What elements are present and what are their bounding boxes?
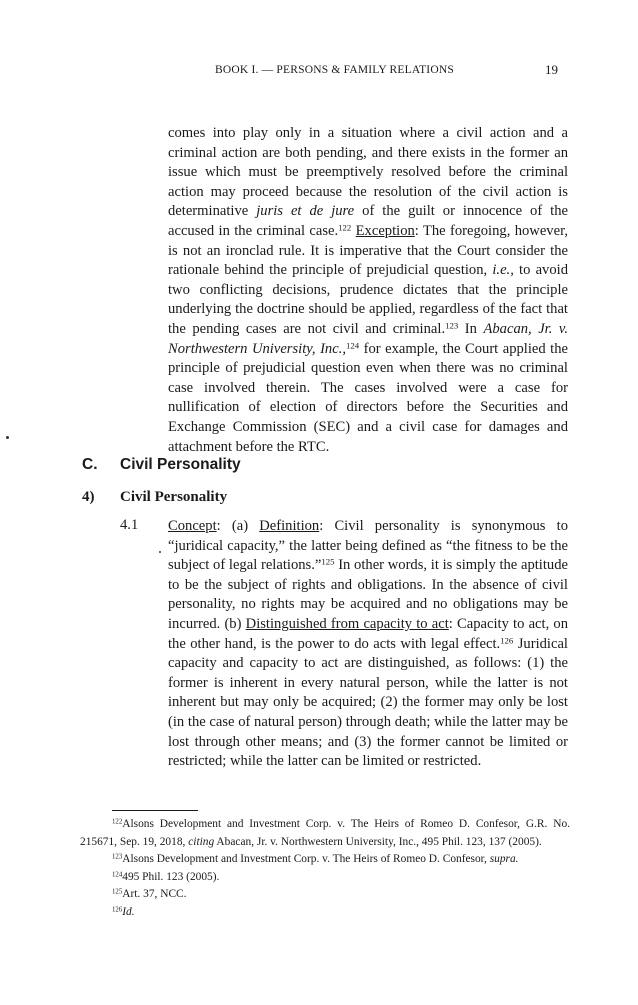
subsection-heading-4 [82, 489, 227, 506]
footnote-ref-124[interactable]: 124 [346, 340, 360, 351]
case-name: Abacan, Jr. v. Northwestern University, Inc., [168, 320, 568, 357]
scan-speck [159, 551, 161, 553]
footnote-ref-126[interactable]: 126 [500, 635, 514, 646]
section-heading-c [82, 456, 241, 474]
text: In [464, 320, 477, 337]
definition-label: Definition [259, 518, 320, 534]
text: for example, the Court applied the principle of prejudicial question even when there was no criminal case involved therein. The cases involved were a case for nullification of election of directors before the Securities and Exchange Commission (SEC) and a civil case for damages and attachment before the RTC. [168, 340, 568, 455]
page-number: 19 [545, 62, 558, 77]
footnotes [80, 816, 570, 922]
section-letter: C. [82, 456, 98, 473]
scan-speck [6, 436, 9, 439]
footnote-text: 495 Phil. 123 (2005). [122, 870, 220, 883]
italic-latin-term: juris et de jure [256, 203, 355, 220]
footnote-text: Alsons Development and Investment Corp. v. The Heirs of Romeo D. Confesor, G.R. No. 215671, Sep. 19, 2018, [80, 818, 570, 848]
italic-ie: i.e., [492, 262, 514, 279]
footnote-text: Id. [122, 905, 135, 918]
subsection-number: 4) [82, 489, 95, 505]
footnote-number: 124 [112, 871, 123, 879]
concept-label: Concept [168, 518, 217, 534]
subsection-title: Civil Personality [120, 489, 228, 505]
footnote-number: 126 [112, 906, 123, 914]
footnote-number: 123 [112, 853, 123, 861]
distinguished-label: Distinguished from capacity to act [245, 615, 449, 632]
footnote-ref-122[interactable]: 122 [338, 222, 352, 233]
footnote-125 [80, 886, 570, 904]
text: : Capacity to act, on the other hand, is the power to do acts with legal effect. [168, 615, 569, 652]
footnote-number: 125 [112, 888, 123, 896]
footnote-122 [80, 816, 570, 851]
text: In other words, it is simply the aptitude to be the subject of rights and obligations. In the absence of civil personality, no rights may be acquired and no obligations may be incurred. (b) [168, 557, 568, 632]
footnote-text: Art. 37, NCC. [122, 888, 187, 901]
running-head: BOOK I. — PERSONS & FAMILY RELATIONS [215, 64, 454, 76]
footnote-126 [80, 904, 570, 922]
footnote-citing: citing [188, 835, 215, 848]
text: to avoid two conflicting decisions, prudence dictates that the principle underlying the doctrine should be applied, regardless of the fact that the pending cases are not civil and criminal. [168, 262, 568, 337]
text: Juridical capacity and capacity to act are distinguished, as follows: (1) the former is inherent in every natural person, while the latter is not inherent but may only be acquired; (2) the former may only be lost (in the case of natural person) through death; while the latter may be lost through other means; and (3) the former cannot be limited or restricted; while the latter can be limited or restricted. [168, 635, 568, 770]
footnote-supra: supra. [489, 853, 519, 866]
item-number: 4.1 [120, 517, 139, 533]
footnote-text: Alsons Development and Investment Corp. v. The Heirs of Romeo D. Confesor, [122, 853, 487, 866]
section-title: Civil Personality [120, 456, 241, 473]
text: of the guilt or innocence of the accused in the criminal case. [168, 203, 569, 239]
footnote-separator [112, 810, 198, 811]
text: : (a) [216, 518, 249, 534]
paragraph-civil-personality [168, 517, 568, 772]
footnote-ref-123[interactable]: 123 [445, 320, 459, 331]
footnote-number: 122 [112, 818, 123, 826]
text: : Civil personality is synonymous to “juridical capacity,” the latter being defined as “the fitness to be the subject of legal relations.” [168, 518, 569, 574]
footnote-text: Abacan, Jr. v. Northwestern University, Inc., 495 Phil. 123, 137 (2005). [216, 835, 542, 848]
paragraph-prejudicial-question [168, 124, 568, 457]
text: : The foregoing, however, is not an ironclad rule. It is imperative that the Court consider the rationale behind the principle of prejudicial question, [168, 222, 569, 279]
footnote-124 [80, 869, 570, 887]
exception-label: Exception [355, 222, 415, 239]
footnote-123 [80, 851, 570, 869]
text: comes into play only in a situation where a civil action and a criminal action are both pending, and there exists in the former an issue which must be preemptively resolved before the criminal action may proceed because the resolution of the civil action is determinative [168, 125, 568, 220]
footnote-ref-125[interactable]: 125 [321, 556, 335, 567]
